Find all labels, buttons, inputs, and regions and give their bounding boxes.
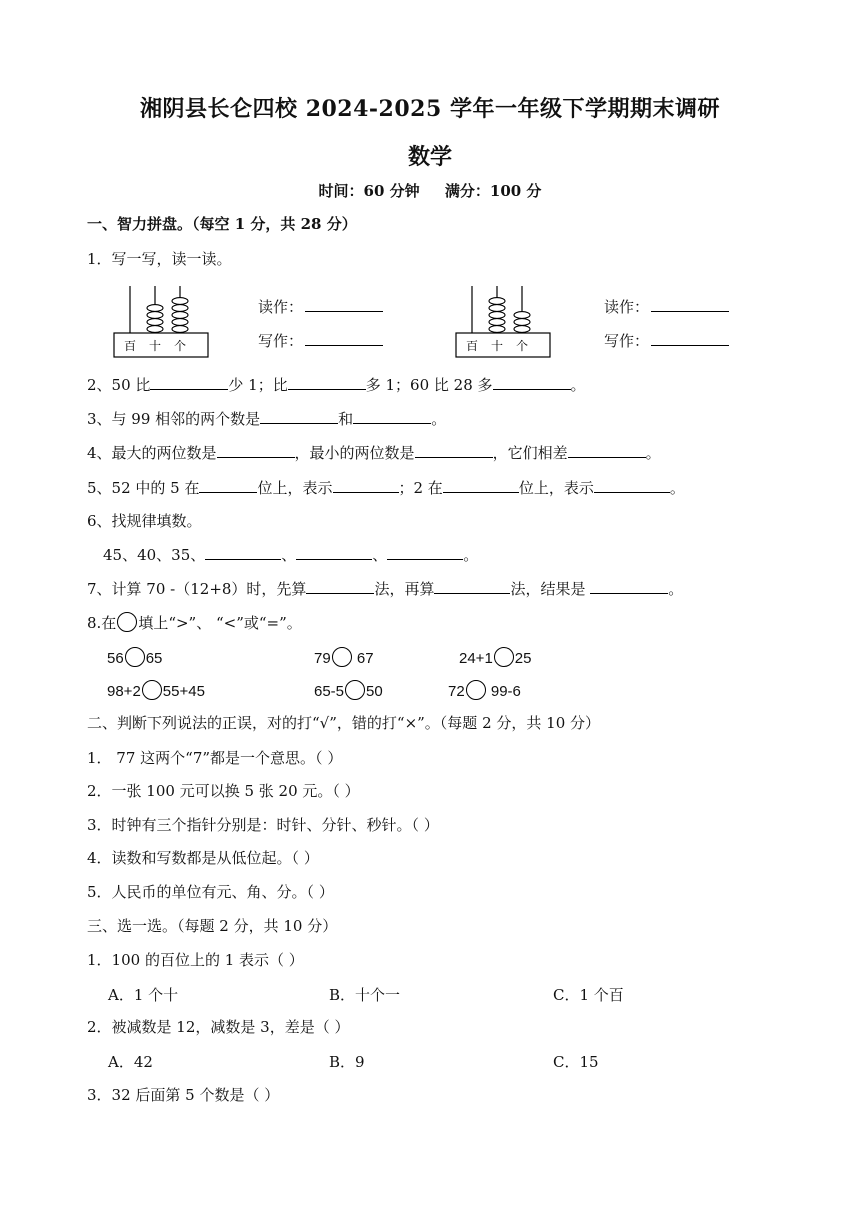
choice-question: 1．100 的百位上的 1 表示（ ）	[87, 951, 304, 969]
abacus-bead	[489, 298, 505, 305]
abacus-place-label: 百	[465, 339, 479, 353]
answer-blank[interactable]	[305, 331, 383, 346]
q7: 7、计算 70 -（12+8）时，先算 法，再算 法，结果是 。	[87, 580, 684, 598]
abacus-left	[113, 284, 213, 360]
answer-blank[interactable]	[306, 579, 374, 594]
section-1-heading: 一、智力拼盘。（每空 1 分，共 28 分）	[87, 215, 357, 233]
compare-item: 56 65	[107, 647, 162, 667]
answer-blank[interactable]	[296, 545, 372, 560]
answer-blank[interactable]	[260, 409, 338, 424]
answer-blank[interactable]	[150, 375, 228, 390]
answer-blank[interactable]	[415, 443, 493, 458]
subject-title: 数学	[407, 144, 452, 170]
compare-circle[interactable]	[142, 680, 162, 700]
compare-item: 65-5 50	[314, 680, 383, 700]
answer-blank[interactable]	[387, 545, 463, 560]
time-limit: 时间：60 分钟	[318, 182, 420, 200]
q1-text: 1．写一写，读一读。	[87, 250, 232, 268]
abacus-place-label: 个	[173, 339, 187, 353]
q1-left-write: 写作：	[258, 330, 383, 351]
answer-blank[interactable]	[217, 443, 295, 458]
choice-option-b[interactable]: B．9	[329, 1053, 365, 1071]
abacus-bead	[172, 326, 188, 333]
abacus-bead	[147, 319, 163, 326]
q8-text: 8.在 填上“>”、 “<”或“=”。	[87, 614, 302, 632]
choice-option-c[interactable]: C．1 个百	[553, 986, 624, 1004]
abacus-bead	[489, 326, 505, 333]
answer-blank[interactable]	[651, 297, 729, 312]
q1-right-write: 写作：	[604, 330, 729, 351]
compare-circle[interactable]	[332, 647, 352, 667]
section-2-heading: 二、判断下列说法的正误，对的打“√”，错的打“×”。（每题 2 分，共 10 分）	[87, 714, 601, 732]
q1-left-read: 读作：	[258, 296, 383, 317]
compare-circle[interactable]	[125, 647, 145, 667]
abacus-bead	[172, 312, 188, 319]
q2: 2、50 比 少 1；比 多 1；60 比 28 多 。	[87, 376, 586, 394]
choice-question: 3．32 后面第 5 个数是（ ）	[87, 1086, 280, 1104]
abacus-bead	[172, 319, 188, 326]
answer-blank[interactable]	[594, 478, 670, 493]
answer-blank[interactable]	[205, 545, 281, 560]
answer-blank[interactable]	[199, 478, 257, 493]
compare-item: 72 99-6	[448, 680, 521, 700]
compare-circle[interactable]	[466, 680, 486, 700]
abacus-bead	[514, 326, 530, 333]
abacus-bead	[172, 305, 188, 312]
judge-item: 3．时钟有三个指针分别是：时针、分针、秒针。（ ）	[87, 816, 439, 834]
answer-blank[interactable]	[590, 579, 668, 594]
abacus-place-label: 百	[123, 339, 137, 353]
abacus-place-label: 个	[515, 339, 529, 353]
judge-item: 2．一张 100 元可以换 5 张 20 元。（ ）	[87, 782, 360, 800]
answer-blank[interactable]	[353, 409, 431, 424]
abacus-bead	[514, 312, 530, 319]
abacus-place-label: 十	[490, 339, 504, 353]
answer-blank[interactable]	[288, 375, 366, 390]
compare-circle-icon	[117, 612, 137, 632]
abacus-left-drawing	[113, 284, 213, 360]
judge-item: 4．读数和写数都是从低位起。（ ）	[87, 849, 319, 867]
q6-sequence: 45、40、35、 、 、 。	[103, 546, 479, 564]
q5: 5、52 中的 5 在 位上，表示 ；2 在 位上，表示 。	[87, 479, 685, 497]
compare-item: 79 67	[314, 647, 374, 667]
compare-circle[interactable]	[494, 647, 514, 667]
answer-blank[interactable]	[493, 375, 571, 390]
section-3-heading: 三、选一选。（每题 2 分，共 10 分）	[87, 917, 338, 935]
abacus-right	[455, 284, 555, 360]
compare-item: 98+2 55+45	[107, 680, 205, 700]
judge-item: 5．人民币的单位有元、角、分。（ ）	[87, 883, 334, 901]
abacus-bead	[489, 305, 505, 312]
abacus-bead	[147, 326, 163, 333]
abacus-bead	[172, 298, 188, 305]
abacus-bead	[147, 312, 163, 319]
compare-circle[interactable]	[345, 680, 365, 700]
answer-blank[interactable]	[333, 478, 399, 493]
q3: 3、与 99 相邻的两个数是 和 。	[87, 410, 447, 428]
q4: 4、最大的两位数是 ，最小的两位数是 ，它们相差 。	[87, 444, 661, 462]
exam-title: 湘阴县长仑四校 2024-2025 学年一年级下学期期末调研	[140, 96, 720, 122]
abacus-bead	[147, 305, 163, 312]
answer-blank[interactable]	[443, 478, 519, 493]
choice-question: 2．被减数是 12，减数是 3，差是（ ）	[87, 1018, 350, 1036]
abacus-right-drawing	[455, 284, 555, 360]
choice-option-b[interactable]: B．十个一	[329, 986, 401, 1004]
q1-right-read: 读作：	[604, 296, 729, 317]
abacus-bead	[489, 312, 505, 319]
answer-blank[interactable]	[651, 331, 729, 346]
full-score: 满分：100 分	[444, 182, 542, 200]
choice-option-a[interactable]: A．1 个十	[108, 986, 179, 1004]
choice-option-c[interactable]: C．15	[553, 1053, 599, 1071]
exam-meta	[0, 180, 860, 201]
judge-item: 1． 77 这两个“7”都是一个意思。（ ）	[87, 749, 343, 767]
compare-item: 24+1 25	[459, 647, 531, 667]
q6-text: 6、找规律填数。	[87, 512, 202, 530]
choice-option-a[interactable]: A．42	[108, 1053, 153, 1071]
answer-blank[interactable]	[434, 579, 510, 594]
abacus-place-label: 十	[148, 339, 162, 353]
answer-blank[interactable]	[305, 297, 383, 312]
abacus-bead	[514, 319, 530, 326]
abacus-bead	[489, 319, 505, 326]
answer-blank[interactable]	[568, 443, 646, 458]
